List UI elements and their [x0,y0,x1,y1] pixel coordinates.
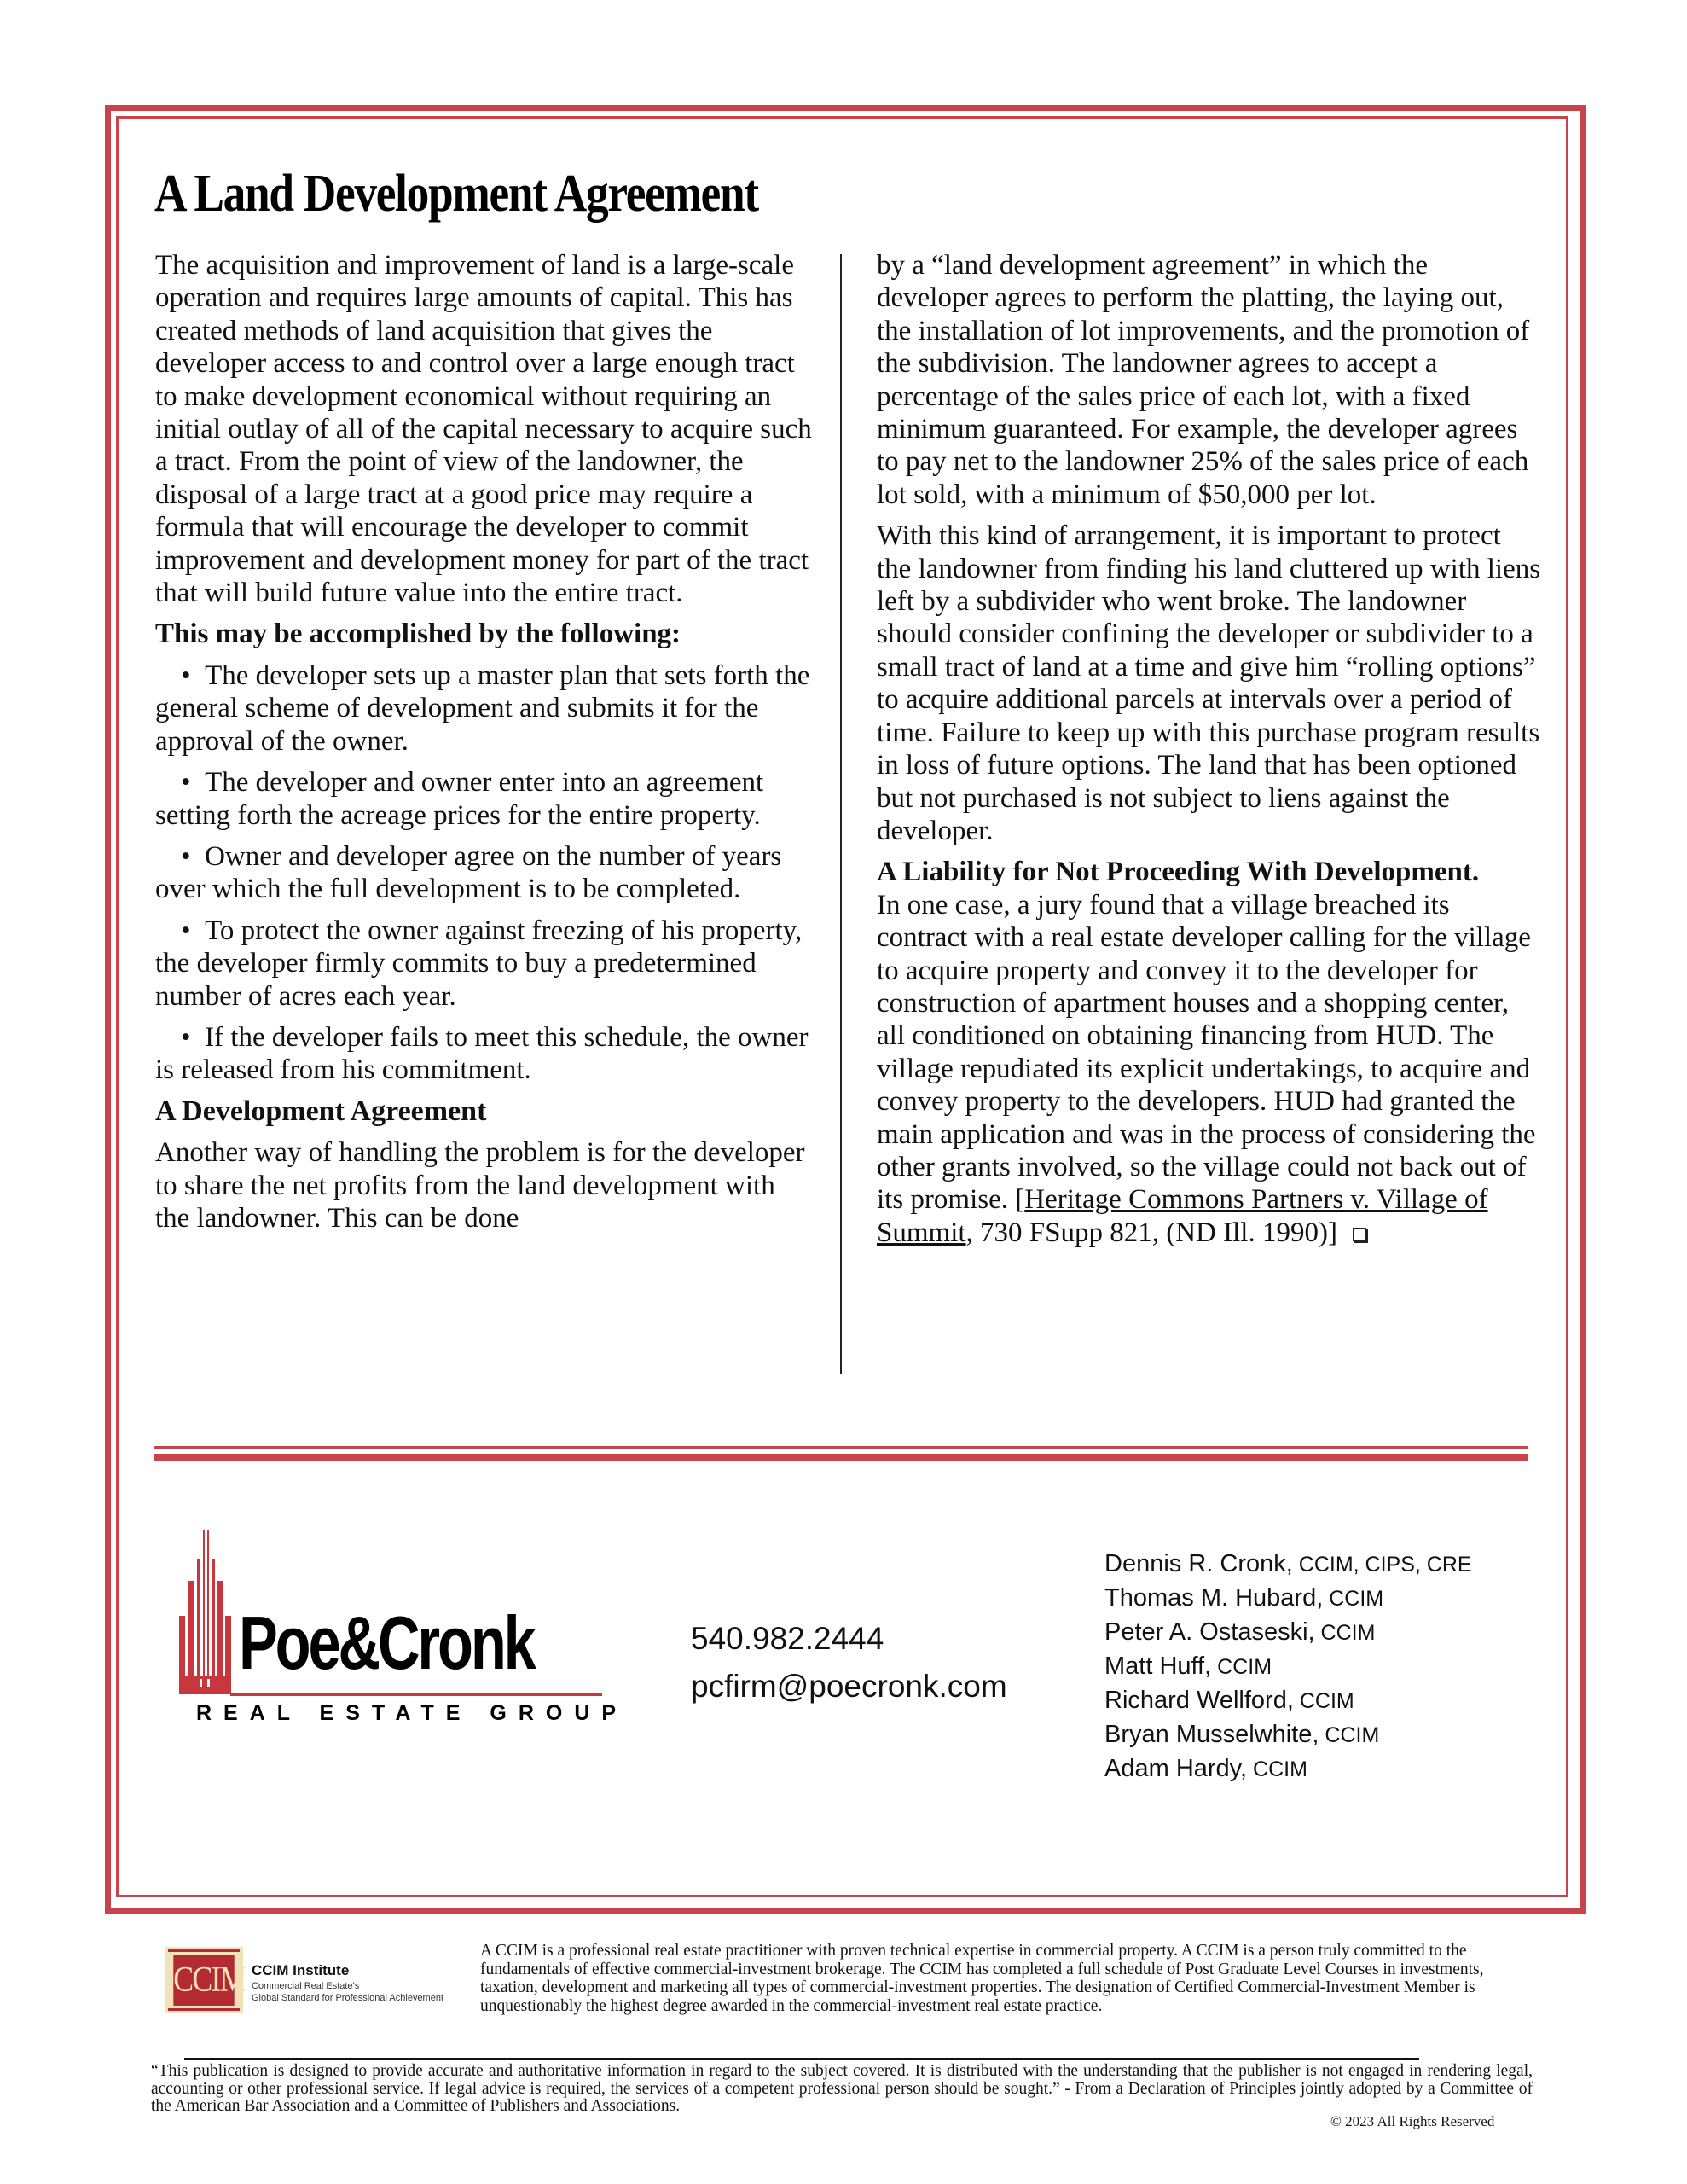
bullet-icon: • [181,767,191,799]
bullet-item: • If the developer fails to meet this schedule, the owner is released from his commitment. [155,1021,809,1086]
bullet-icon: • [181,840,191,872]
poe-cronk-logo [179,1524,629,1728]
arrangement-paragraph: With this kind of arrangement, it is important to protect the landowner from finding his land cluttered up with liens left by a subdivider who went broke. The landowner should consider confining the developer or subdivider to a small tract of land at a time and give him “rolling options” to acquire additional parcels at intervals over a period of time. Failure to keep up with this purchase program results in loss of future options. The land that has been optioned but not purchased is not subject to liens against the developer. [877,520,1541,846]
case-name: Heritage Commons Partners v. Village of Summit [877,1184,1488,1248]
agent-item: Richard Wellford, CCIM [1104,1687,1354,1714]
section-paragraph: Another way of handling the problem is for the developer to share the net profits from the land development with the landowner. This can be done [155,1137,805,1234]
logo-underline [230,1693,602,1696]
ccim-description: A CCIM is a professional real estate practitioner with proven technical expertise in commercial property. A CCIM is a person truly committed to the fundamentals of effective commercial-investment brokerage. The CCIM has completed a full schedule of Post Graduate Level Courses in investments, taxation, development and marketing all types of commercial-investment properties. The designation of Certified Commercial-Investment Member is unquestionably the highest degree awarded in the commercial-investment real estate practice. [480,1942,1484,2015]
bullet-item: • The developer and owner enter into an agreement setting forth the acreage prices for the entire property. [155,767,764,831]
continuation-paragraph: by a “land development agreement” in which the developer agrees to perform the platting, the laying out, the installation of lot improvements, and the promotion of the subdivision. The landowner agrees to accept a percentage of the sales price of each lot, with a fixed minimum guaranteed. For example, the developer agrees to pay net to the landowner 25% of the sales price of each lot sold, with a minimum of $50,000 per lot. [877,250,1530,510]
agent-list [1104,1548,1472,1786]
phone-number[interactable]: 540.982.2444 [691,1621,884,1656]
left-column [155,249,812,1234]
right-column [877,249,1542,1249]
intro-paragraph: The acquisition and improvement of land is a large-scale operation and requires large amounts of capital. This has created methods of land acquisition that gives the developer access to and control over a large enough tract to make development economical without requiring an initial outlay of all of the capital necessary to acquire such a tract. From the point of view of the landowner, the disposal of a large tract at a good price may require a formula that will encourage the developer to commit improvement and development money for part of the tract that will build future value into the entire tract. [155,250,812,609]
bullet-icon: • [181,659,191,691]
bullet-item: • The developer sets up a master plan that sets forth the general scheme of development and submits it for the approval of the owner. [155,659,810,757]
footer-disclaimer: “This publication is designed to provide accurate and authoritative information in regard to the subject covered. It is distributed with the understanding that the publisher is not engaged in rendering legal, accounting or other professional service. If legal advice is required, the services of a competent professional person should be sought.” - From a Declaration of Principles jointly adopted by a Committee of the American Bar Association and a Committee of Publishers and Associations. [151,2062,1533,2115]
agent-item: Dennis R. Cronk, CCIM, CIPS, CRE [1104,1550,1472,1577]
list-heading: This may be accomplished by the following: [155,619,681,650]
agent-item: Matt Huff, CCIM [1104,1653,1272,1680]
agent-item: Adam Hardy, CCIM [1104,1755,1307,1782]
logo-wordmark: Poe&Cronk [239,1600,534,1685]
case-citation: , 730 FSupp 821, (ND Ill. 1990)] [965,1217,1337,1248]
ccim-institute-logo [165,1947,444,2015]
agent-item: Thomas M. Hubard, CCIM [1104,1584,1384,1612]
bullet-icon: • [181,1021,191,1053]
logo-tagline: REAL ESTATE GROUP [196,1701,629,1725]
section-divider-thin [154,1446,1528,1449]
bullet-icon: • [181,915,191,946]
bullet-item: • To protect the owner against freezing of his property, the developer firmly commits to buy a predetermined number of acres each year. [155,915,803,1012]
article-title: A Land Development Agreement [154,165,758,223]
ccim-title: CCIM Institute [252,1962,350,1978]
agent-item: Peter A. Ostaseski, CCIM [1104,1618,1376,1646]
email-link[interactable]: pcfirm@poecronk.com [691,1669,1007,1704]
contact-block [691,1615,1007,1711]
ccim-badge-icon: CCIM [165,1947,243,2013]
section-divider-thick [154,1454,1528,1461]
bullet-item: • Owner and developer agree on the number of years over which the full development is to be completed. [155,840,782,905]
building-icon [179,1524,230,1694]
box-end-mark-icon [1353,1228,1366,1241]
section-heading: A Development Agreement [155,1095,487,1127]
copyright-notice: © 2023 All Rights Reserved [1330,2113,1495,2129]
footer-rule [184,2058,1419,2060]
column-divider [840,254,842,1374]
liability-heading: A Liability for Not Proceeding With Development. [877,857,1480,888]
liability-paragraph: In one case, a jury found that a village breached its contract with a real estate developer calling for the village to acquire property and convey it to the developer for construction of apartment houses and a shopping center, all conditioned on obtaining financing from HUD. The village repudiated its explicit undertakings, to acquire and convey property to the developers. HUD had granted the main application and was in the process of considering the other grants involved, so the village could not back out of its promise. [Heritage Commons Partners v. Village of Summit, 730 FSupp 821, (ND Ill. 1990)] [877,889,1536,1248]
ccim-subtitle: Commercial Real Estate's Global Standard for Professional Achievement [252,1981,444,2003]
agent-item: Bryan Musselwhite, CCIM [1104,1721,1380,1748]
